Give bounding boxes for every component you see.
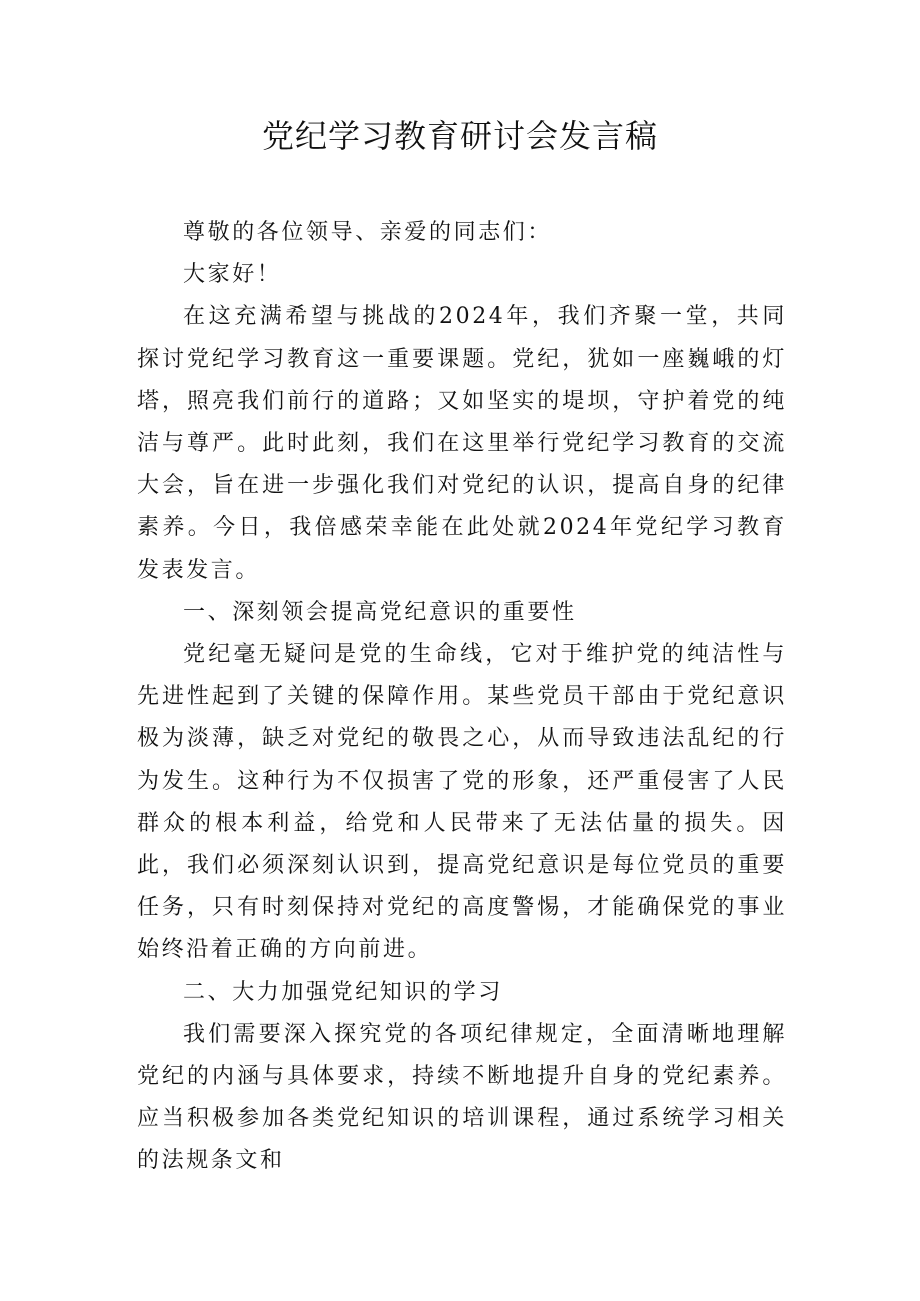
greeting: 大家好！ [183,262,282,288]
paragraph-intro: 在这充满希望与挑战的2024年，我们齐聚一堂，共同探讨党纪学习教育这一重要课题。党纪，犹如一座巍峨的灯塔，照亮我们前行的道路；又如坚实的堤坝，守护着党的纯洁与尊严。此时此刻，我们在这里举行党纪学习教育的交流大会，旨在进一步强化我们对党纪的认识，提高自身的纪律素养。今日，我倍感荣幸能在此处就2024年党纪学习教育发表发言。 [137,304,787,583]
section-heading-1: 一、深刻领会提高党纪意识的重要性 [183,599,577,625]
section-heading-2: 二、大力加强党纪知识的学习 [183,979,503,1005]
document-body [137,212,787,1183]
paragraph-section-2: 我们需要深入探究党的各项纪律规定，全面清晰地理解党纪的内涵与具体要求，持续不断地提升自身的党纪素养。应当积极参加各类党纪知识的培训课程，通过系统学习相关的法规条文和 [137,1021,787,1174]
salutation: 尊敬的各位领导、亲爱的同志们： [183,220,553,245]
paragraph-section-1: 党纪毫无疑问是党的生命线，它对于维护党的纯洁性与先进性起到了关键的保障作用。某些党员干部由于党纪意识极为淡薄，缺乏对党纪的敬畏之心，从而导致违法乱纪的行为发生。这种行为不仅损害了党的形象，还严重侵害了人民群众的根本利益，给党和人民带来了无法估量的损失。因此，我们必须深刻认识到，提高党纪意识是每位党员的重要任务，只有时刻保持对党纪的高度警惕，才能确保党的事业始终沿着正确的方向前进。 [137,642,787,963]
document-title: 党纪学习教育研讨会发言稿 [261,117,658,155]
